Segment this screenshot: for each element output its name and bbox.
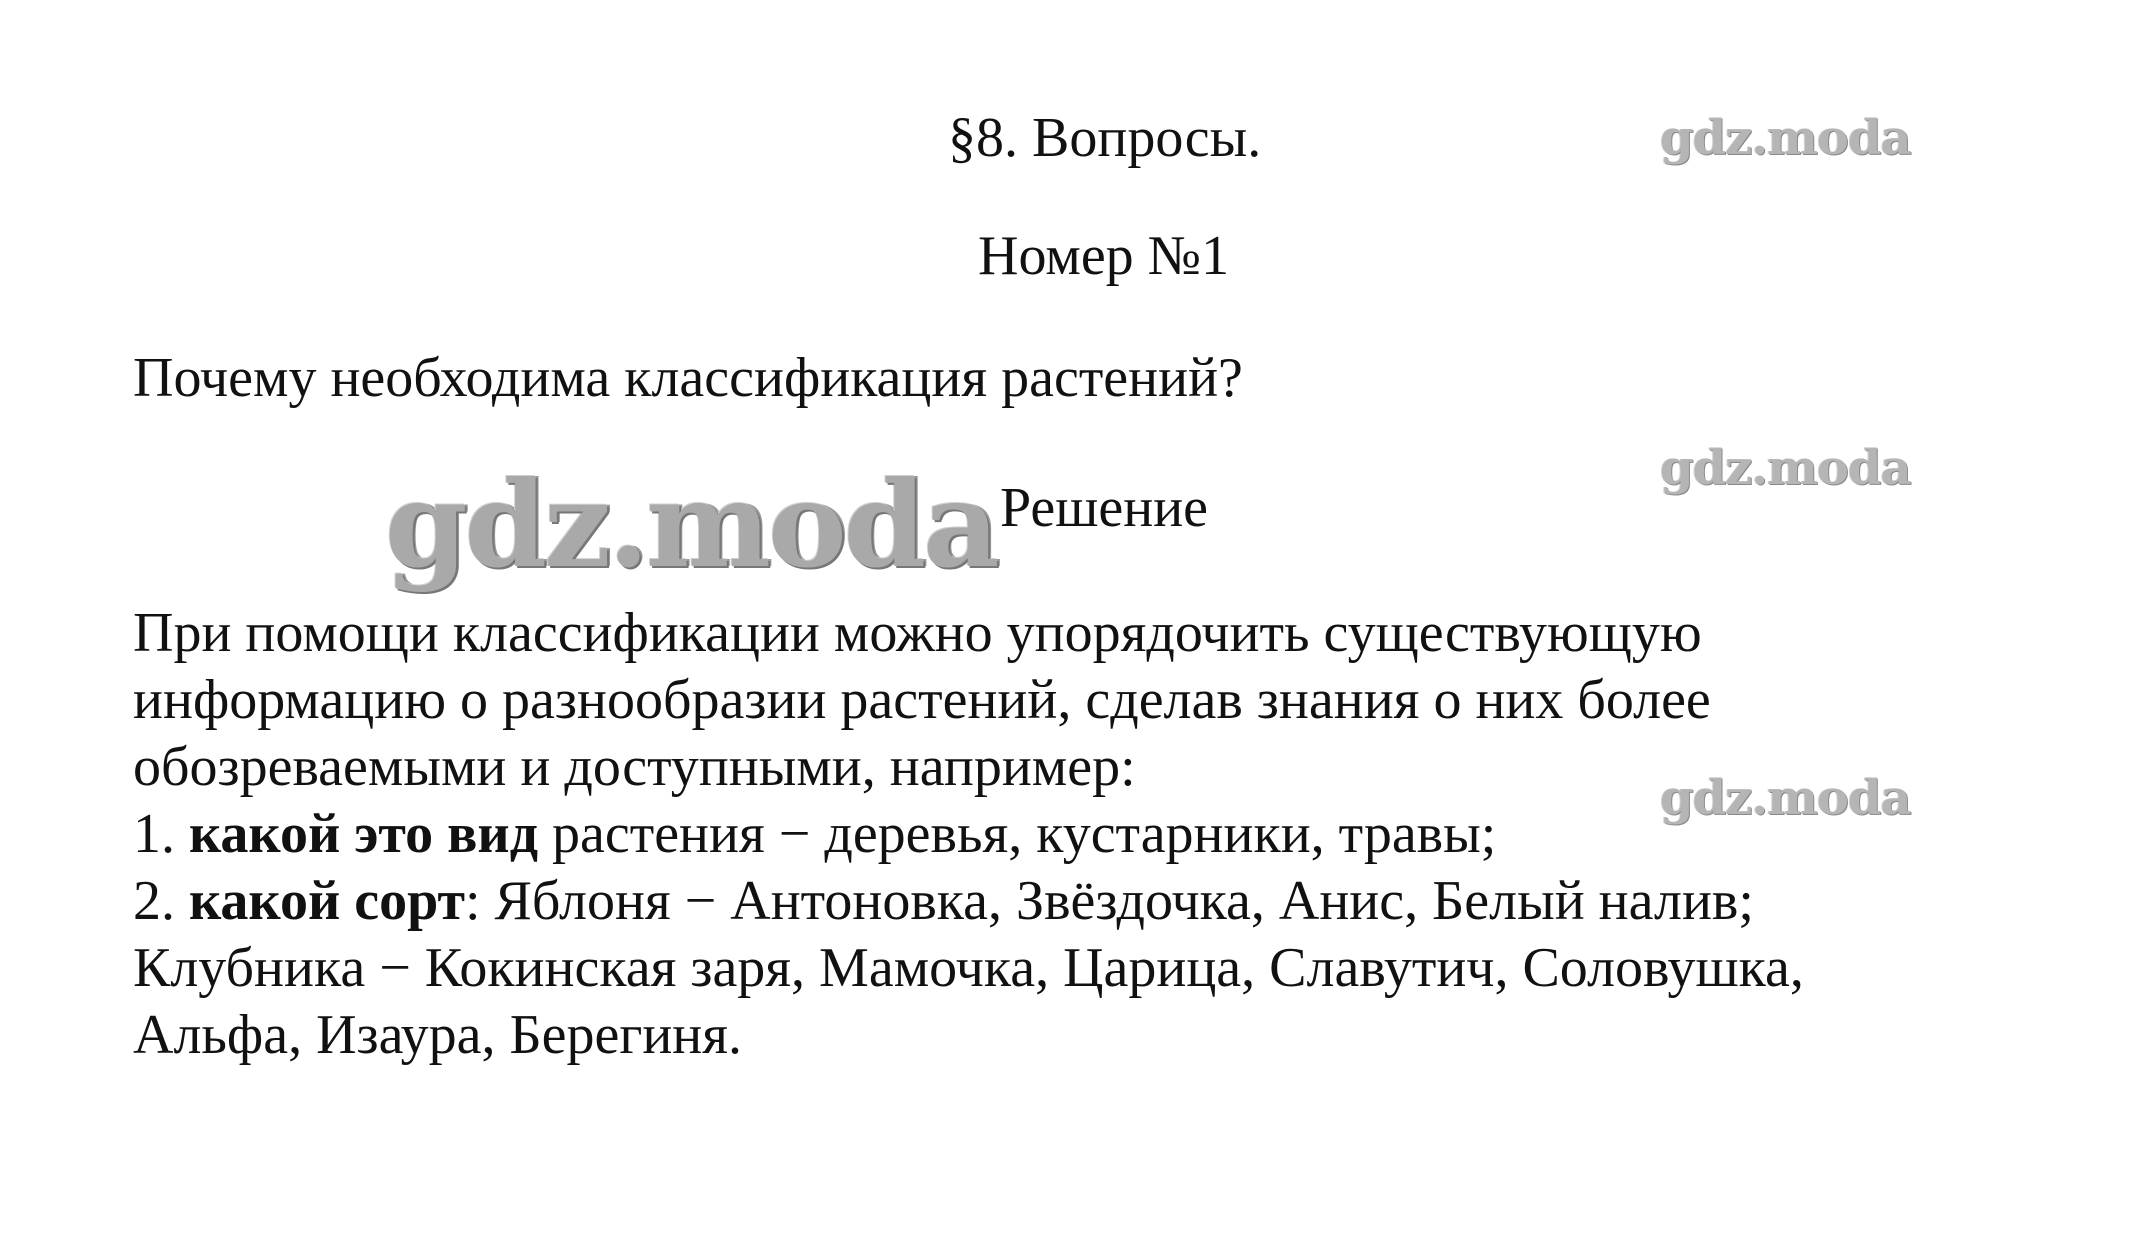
problem-number: Номер №1 xyxy=(978,225,1230,287)
answer-text xyxy=(133,600,2033,1069)
answer-line: информацию о разнообразии растений, сделав знания о них более xyxy=(133,669,1711,731)
answer-line: Клубника − Кокинская заря, Мамочка, Царица, Славутич, Соловушка, xyxy=(133,937,1804,999)
answer-line: обозреваемыми и доступными, например: xyxy=(133,736,1136,798)
list-description: : Яблоня − Антоновка, Звёздочка, Анис, Белый налив; xyxy=(464,870,1754,932)
list-term-bold: какой это вид xyxy=(189,803,539,865)
answer-list-item xyxy=(133,868,2033,935)
solution-label: Решение xyxy=(1000,477,1209,539)
list-term-bold: какой сорт xyxy=(189,870,465,932)
watermark-small: gdz.moda xyxy=(1660,440,1911,496)
watermark-large: gdz.moda xyxy=(385,455,997,594)
list-number: 2. xyxy=(133,870,175,932)
watermark-small: gdz.moda xyxy=(1660,770,1911,826)
answer-line: Альфа, Изаура, Берегиня. xyxy=(133,1004,743,1066)
list-number: 1. xyxy=(133,803,175,865)
answer-line: При помощи классификации можно упорядочить существующую xyxy=(133,602,1702,664)
question-text: Почему необходима классификация растений? xyxy=(133,347,1243,409)
watermark-small: gdz.moda xyxy=(1660,110,1911,166)
list-description: растения − деревья, кустарники, травы; xyxy=(552,803,1497,865)
section-title: §8. Вопросы. xyxy=(948,107,1262,169)
